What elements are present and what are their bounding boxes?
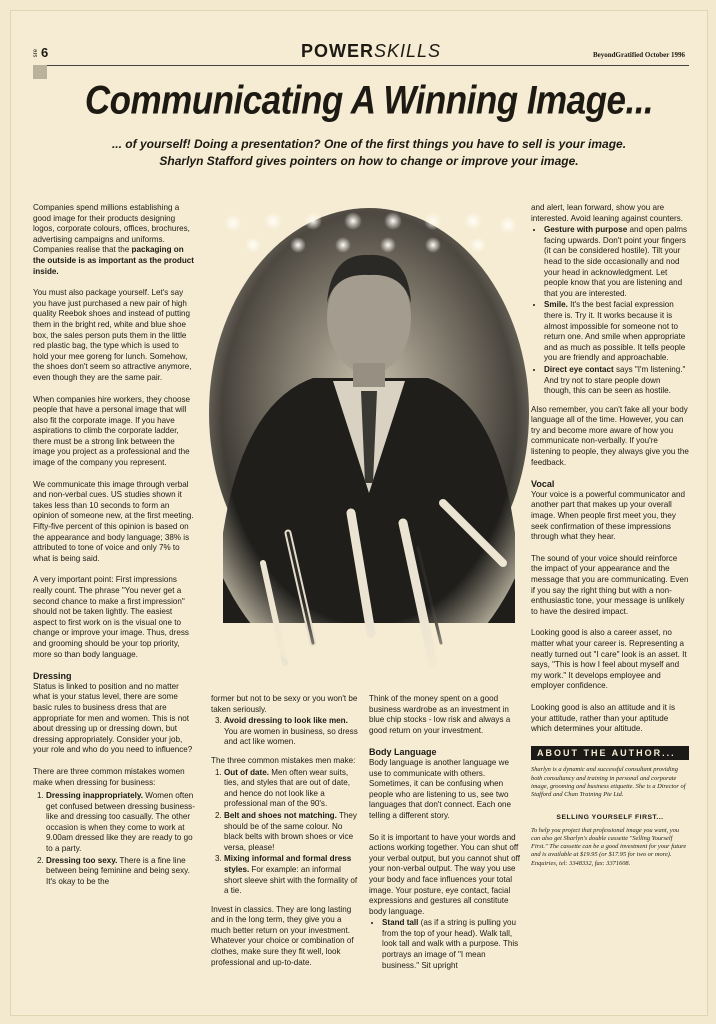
headline: Communicating A Winning Image...	[84, 78, 654, 123]
paragraph	[33, 203, 195, 277]
column-4	[531, 203, 689, 868]
paragraph: There are three common mistakes women make when dressing for business:	[33, 766, 185, 787]
list-item	[544, 365, 689, 397]
selling-yourself-text: To help you project that professional image you want, you can also get Sharlyn's double cassette "Selling Yourself First." The cassette can be a good investment for your future and is available at $19.95 (or $17.95 for two or more). Enquiries, tel: 3348332, fax: 3371608.	[531, 826, 687, 867]
bold-text: Out of date.	[224, 767, 269, 777]
text: Companies spend millions establishing a good image for their products designing logos, corporate colours, offices, brochures, advertising campaigns and uniforms. Companies realise that the	[33, 203, 190, 255]
list-item	[544, 225, 689, 299]
page-number-value: 6	[41, 45, 49, 60]
section-title	[271, 41, 471, 62]
text: and open palms facing upwards. Don't point your fingers (it can be considered hostile). Tilt your head to the side occasionally and nod your head in acknowledgment. Let people know that you are listening and that you are interested.	[544, 225, 688, 298]
bold-text: packaging on the outside is as important as the product inside.	[33, 245, 194, 276]
paragraph: Your voice is a powerful communicator and another part that makes up your overall image. When people first meet you, they seek confirmation of these impressions through what they hear.	[531, 489, 686, 542]
section-title-bold: POWER	[300, 41, 374, 61]
text: They should be of the same colour. No black belts with brown shoes or vice versa, please!	[224, 810, 357, 852]
speaker-photo	[203, 203, 535, 683]
selling-yourself-heading: SELLING YOURSELF FIRST...	[556, 814, 664, 822]
list-item	[544, 300, 689, 364]
bold-text: Belt and shoes not matching.	[224, 810, 337, 820]
paragraph: We communicate this image through verbal and non-verbal cues. US studies shown it takes less than 10 seconds to form an opinion of someone new, at the first meeting. Fifty-five percent of this opinion is based on the appearance and body language; 38% is attributed to tone of voice and only 7% to what is being said.	[33, 479, 194, 563]
paragraph: former but not to be sexy or you won't be taken seriously.	[211, 694, 358, 714]
subhead-body-language: Body Language	[369, 747, 437, 758]
paragraph: The sound of your voice should reinforce the impact of your appearance and the message that you are communicating. Even if you say the right thing but with a non-enthusiastic tone, your message is unlikely to have the desired impact.	[531, 553, 689, 616]
column-2	[211, 694, 361, 979]
bold-text: Dressing inappropriately.	[46, 791, 143, 801]
page-number	[33, 45, 48, 60]
bold-text: Dressing too sexy.	[46, 855, 118, 865]
paragraph: You must also package yourself. Let's say you have just purchased a new pair of high quality Reebok shoes and instead of putting them in the bright red, white and blue shoe box, the sales person puts them in the little red plastic bag, the type which is used to hold your mee goreng for lunch. Somehow, the shoes don't seem so attractive anymore, even though they are the same pair.	[33, 288, 192, 382]
bold-text: Stand tall	[382, 918, 419, 928]
paragraph: Looking good is also an attitude and it is your attitude, rather than your aptitude which determines your altitude.	[531, 702, 675, 734]
bold-text: Smile.	[544, 300, 568, 310]
column-3	[369, 694, 521, 979]
list-item	[224, 854, 361, 896]
text: (as if a string is pulling you from the top of your head). Walk tall, look tall and walk with a purpose. This portrays an image of "I mean business." Sit upright	[382, 918, 519, 970]
paragraph: Also remember, you can't fake all your body language all of the time. However, you can try and become more aware of how you communicate non-verbally. If you're listening to people, they always give you the feedback.	[531, 404, 689, 467]
text: There is a fine line between being feminine and being sexy. It's okay to be the	[46, 855, 190, 886]
men-mistakes-list	[211, 768, 361, 897]
subhead-dressing: Dressing	[33, 671, 72, 682]
text: says "I'm listening." And try not to stare people down though, this can be seen as hostile.	[544, 364, 686, 396]
text: Men often wear suits, ties, and styles that are out of date, and hence do not look like a professional man of the 90's.	[224, 767, 350, 809]
deck-line-1: ... of yourself! Doing a presentation? One of the first things you have to sell is your image.	[111, 137, 627, 151]
about-author-heading: ABOUT THE AUTHOR...	[531, 746, 689, 761]
section-title-italic: SKILLS	[373, 41, 442, 61]
bold-text: Gesture with purpose	[544, 225, 628, 235]
magazine-page	[10, 10, 708, 1016]
column-1	[33, 203, 195, 895]
paragraph: Think of the money spent on a good business wardrobe as an investment in blue chip stocks - low risk and always a good return on your investment.	[369, 694, 511, 735]
publication-line: BeyondGratified October 1996	[592, 51, 685, 59]
bold-text: Avoid dressing to look like men.	[224, 716, 348, 726]
paragraph: So it is important to have your words and actions working together. You can shut off your verbal output, but you cannot shut off your non-verbal output. The way you use your body and face influences your total image. Your posture, eye contact, facial expressions and gestures all constitute body language.	[369, 832, 521, 916]
paragraph: The three common mistakes men make:	[211, 755, 356, 765]
body-language-list	[369, 918, 521, 971]
deck	[71, 136, 667, 170]
paragraph: When companies hire workers, they choose people that have a personal image that will also fit the corporate image. If you have aspirations to climb the corporate ladder, there must be a strong link between the image you project as a professional and the image of the company you represent.	[33, 394, 191, 468]
paragraph: and alert, lean forward, show you are interested. Avoid leaning against counters.	[531, 203, 683, 223]
paragraph: Looking good is also a career asset, no matter what your career is. Representing a neatly turned out "I care" look is an asset. It says, "This is how I feel about myself and my work." It develops employee and employer confidence.	[531, 628, 687, 691]
list-item	[224, 768, 361, 810]
women-mistakes-list	[33, 791, 195, 887]
header-rule	[33, 65, 689, 66]
paragraph: Status is linked to position and no matter what is your status level, there are some basic rules to business dress that are appropriate for men and women. This is not about dressing up or dressing down, but dressing appropriately. Consider your job, your role and who do you need to influence?	[33, 681, 193, 755]
text: It's the best facial expression there is. Try it. It works because it is almost impossible for someone not to return one. And smile when appropriate and as much as possible. It tells people you are friendly and approachable.	[544, 300, 686, 363]
text: Women often get confused between dressing business-like and dressing too casually. The other occasion is when they come to work at 9.00am dressed like they are ready to go to a party.	[46, 791, 195, 854]
paragraph: A very important point: First impressions really count. The phrase "You never get a second chance to make a first impression" should not be taken lightly. The easiest aspect to first work on is the visual one to change or improve your image. Thus, dress and grooming should be your top priority, more so than body language.	[33, 575, 189, 659]
paragraph: Body language is another language we use to communicate with others. Sometimes, it can be confusing when people who are listening to us, see two languages that don't connect. Each one telling a different story.	[369, 757, 511, 820]
subhead-vocal: Vocal	[531, 479, 555, 490]
list-item	[46, 856, 195, 888]
women-mistakes-list-cont	[211, 716, 361, 748]
body-language-list-cont	[531, 225, 689, 397]
text: You are women in business, so dress and act like women.	[224, 726, 358, 747]
page-tag: sre	[33, 48, 39, 57]
corner-box	[33, 65, 47, 79]
bold-text: Direct eye contact	[544, 364, 614, 374]
about-author-text: Sharlyn is a dynamic and successful consultant providing both consultancy and training in personal and corporate image, grooming and business etiquette. She is a Director of Stafford and Chan Training Pte Ltd.	[531, 766, 686, 798]
text: For example: an informal short sleeve shirt with the formality of a tie.	[224, 864, 358, 896]
paragraph: Invest in classics. They are long lasting and in the long term, they give you a much better return on your investment. Whatever your choice or combination of clothes, make sure they fit well, look professional and up-to-date.	[211, 904, 354, 967]
deck-line-2: Sharlyn Stafford gives pointers on how to change or improve your image.	[159, 154, 579, 168]
list-item	[382, 918, 521, 971]
list-item	[46, 791, 195, 855]
list-item	[224, 811, 361, 853]
list-item	[224, 716, 361, 748]
bold-text: Mixing informal and formal dress styles.	[224, 854, 352, 874]
